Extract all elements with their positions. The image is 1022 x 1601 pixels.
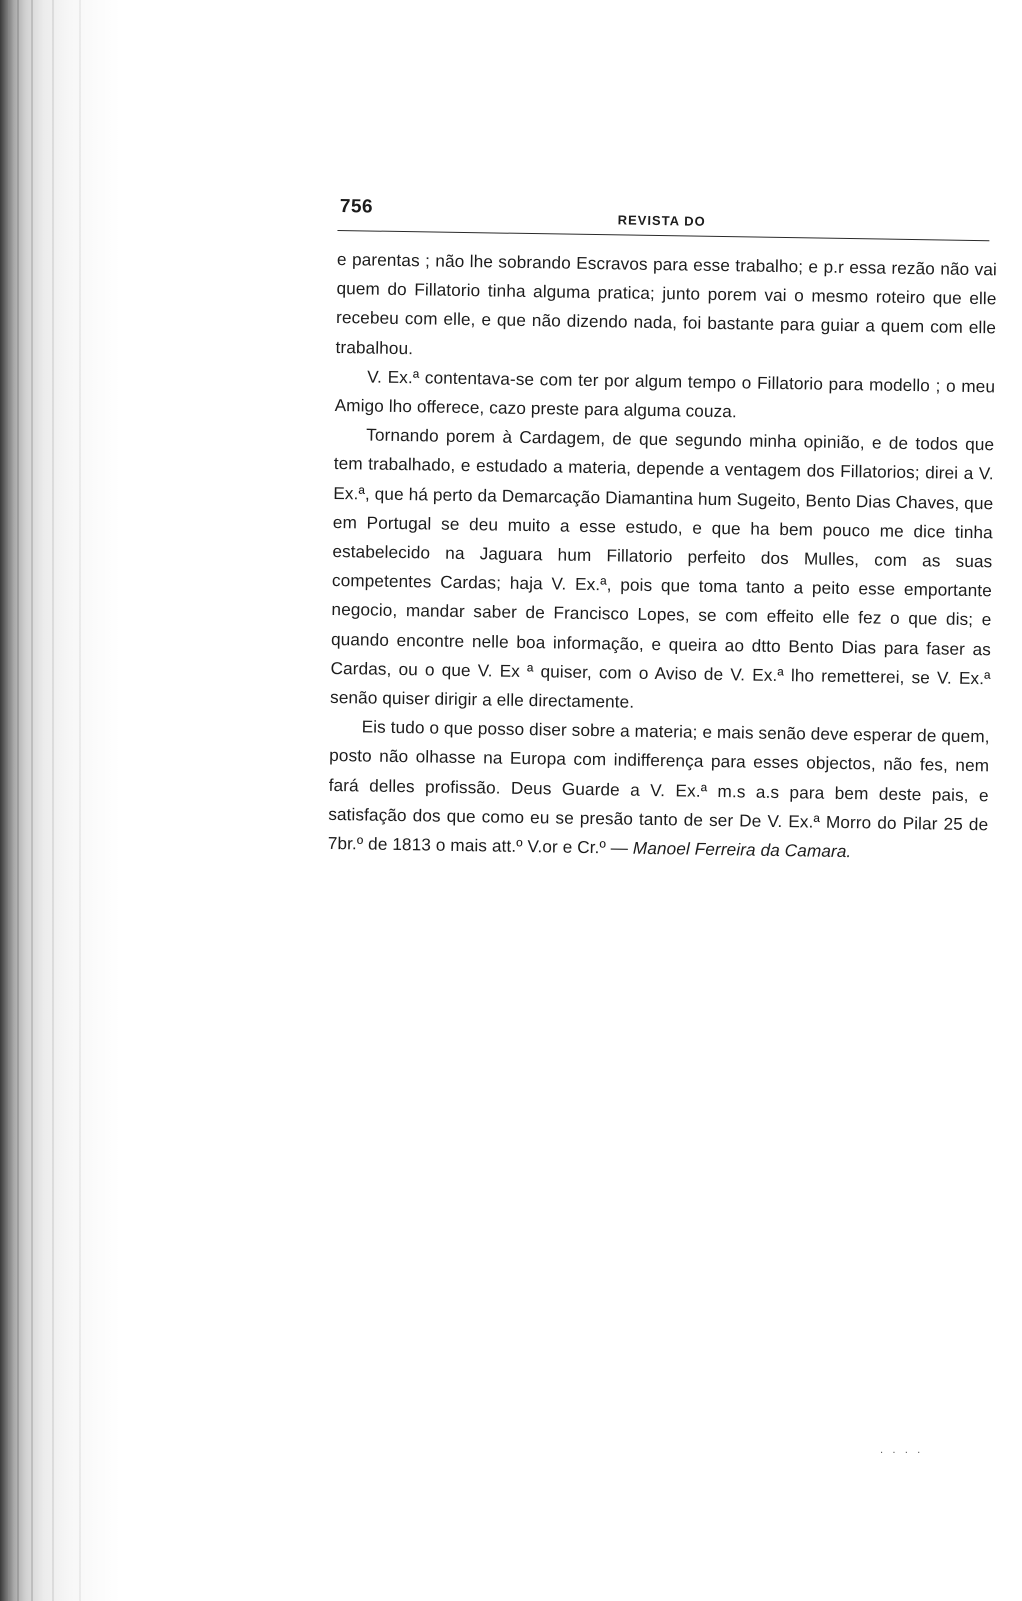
letter-body (328, 245, 998, 869)
binding-streak (31, 0, 33, 1601)
binding-streak (17, 0, 19, 1601)
paragraph-closing (328, 712, 990, 868)
paragraph-continuation: e parentas ; não lhe sobrando Escravos para esse trabalho; e p.r essa rezão não vai quem do Fillatorio tinha alguma pratica; junto porem vai o mesmo roteiro que elle recebeu com elle, e que não dizendo nada, foi bastante para guiar a quem com elle trabalhou. (335, 248, 998, 358)
paragraph-cardagem: Tornando porem à Cardagem, de que segundo minha opinião, e de todos que tem trabalhado, e estudado a materia, depende a ventagem dos Fillatorios; direi a V. Ex.ª, que há perto da Demarcação Diamantina hum Sugeito, Bento Dias Chaves, que em Portugal se deu muito a esse estudo, e que ha bem pouco me dice tinha estabelecido na Jaguara hum Fillatorio perfeito dos Mulles, com as suas competentes Cardas; haja V. Ex.ª, pois que toma tanto a peito esse emportante negocio, mandar saber de Francisco Lopes, se com effeito elle fez o que dis; e quando encontre nelle boa informação, e queira ao dtto Bento Dias para faser as Cardas, ou o que V. Ex ª quiser, com o Aviso de V. Ex.ª lho remetterei, se V. Ex.ª senão quiser dirigir a elle directamente. (329, 424, 995, 712)
closing-text: Eis tudo o que posso diser sobre a materia; e mais senão deve esperar de quem, posto não olhasse na Europa com indifferença para esses objectos, não fes, nem fará delles profissão. Deus Guarde a V. Ex.ª m.s a.s para bem deste pais, e satisfação dos que como eu se presão tanto de ser De V. Ex.ª Morro do Pilar 25 de 7br.º de 1813 o mais att.º V.or e Cr.º — (327, 716, 990, 858)
paragraph-fillatorio-offer: V. Ex.ª contentava-se com ter por algum tempo o Fillatorio para modello ; o meu Amigo lho offerece, cazo preste para alguma couza. (334, 366, 996, 422)
paper-specks: · · · · (880, 1448, 924, 1459)
binding-shadow (0, 0, 120, 1601)
journal-title: REVISTA DO (617, 212, 706, 229)
binding-streak (52, 0, 54, 1601)
running-head (338, 196, 998, 236)
book-page (328, 196, 998, 869)
signature: Manoel Ferreira da Camara. (632, 837, 852, 862)
page-number: 756 (339, 196, 374, 218)
binding-streak (8, 0, 10, 1601)
binding-streak (79, 0, 81, 1601)
